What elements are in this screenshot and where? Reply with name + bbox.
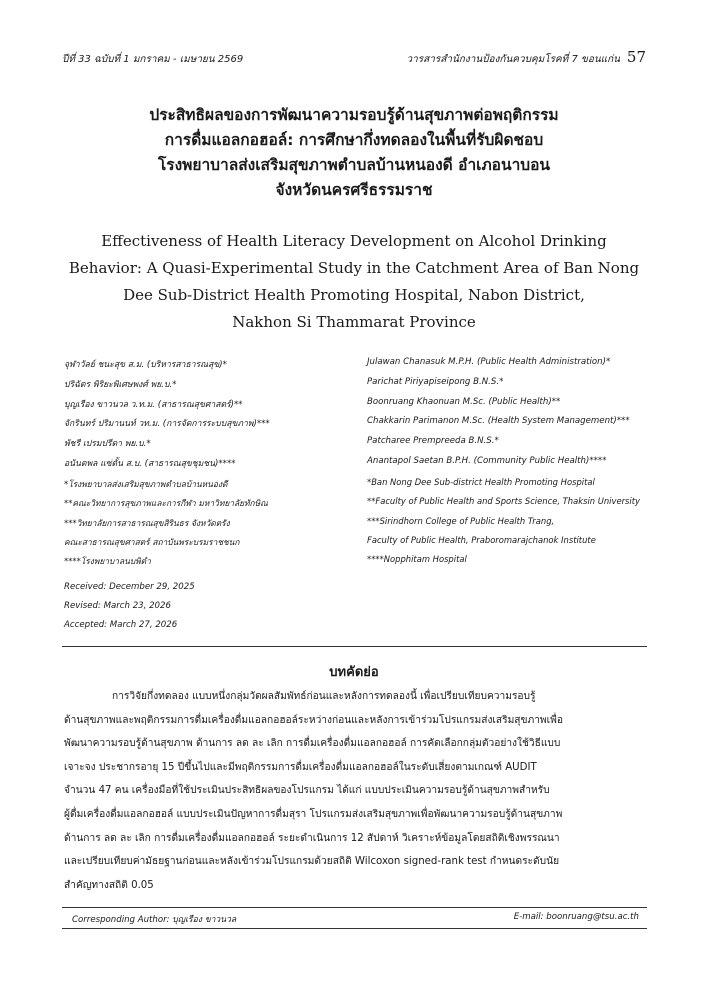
abstract-line: ด้านสุขภาพและพฤติกรรมการดื่มเครื่องดื่มแอลกอฮอล์ระหว่างก่อนและหลังการเข้าร่วมโปรแกรมส่งเสริมสุขภาพเพื่อ [64, 714, 563, 726]
submission-dates [64, 582, 195, 639]
title-thai-line: จังหวัดนครศรีธรรมราช [275, 181, 433, 199]
title-thai-line: ประสิทธิผลของการพัฒนาความรอบรู้ด้านสุขภาพต่อพฤติกรรม [149, 106, 559, 124]
author-thai: อนันตพล แซ่ตั้น ส.บ. (สาธารณสุขชุมชน)**** [64, 458, 236, 469]
accepted-date: Accepted: March 27, 2026 [64, 620, 178, 630]
author-row [64, 456, 664, 476]
title-thai-line: การดื่มแอลกอฮอล์: การศึกษากึ่งทดลองในพื้นที่รับผิดชอบ [164, 131, 544, 149]
affiliation-row [64, 496, 664, 515]
abstract-line: ผู้ดื่มเครื่องดื่มแอลกอฮอล์ แบบประเมินปัญหาการดื่มสุรา โปรแกรมส่งเสริมสุขภาพเพื่อพัฒนาความรอบรู้ด้านสุขภาพ [64, 808, 563, 820]
affiliation-english: *Ban Nong Dee Sub-district Health Promoting Hospital [367, 477, 595, 487]
affiliation-row [64, 477, 664, 496]
author-english: Parichat Piriyapiseipong B.N.S.* [367, 376, 504, 387]
abstract-heading: บทคัดย่อ [329, 665, 379, 680]
author-thai: ปริฉัตร พิริยะพิเศษพงศ์ พย.บ.* [64, 379, 177, 390]
author-english: Boonruang Khaonuan M.Sc. (Public Health)** [367, 396, 561, 407]
affiliation-english: **Faculty of Public Health and Sports Science, Thaksin University [367, 496, 640, 507]
abstract-line: จำนวน 47 คน เครื่องมือที่ใช้ประเมินประสิทธิผลของโปรแกรม ได้แก่ แบบประเมินความรอบรู้ด้านสุขภาพสำหรับ [64, 785, 550, 797]
affiliation-english: Faculty of Public Health, Praboromarajchanok Institute [367, 534, 596, 545]
abstract-line: และเปรียบเทียบค่ามัธยฐานก่อนและหลังเข้าร่วมโปรแกรมด้วยสถิติ Wilcoxon signed-rank test กำหนดระดับนัย [64, 856, 560, 868]
affiliation-english: ****Nopphitam Hospital [367, 554, 467, 565]
author-thai: พัชรี เปรมปรีดา พย.บ.* [64, 439, 151, 450]
affiliation-row [64, 516, 664, 535]
affiliation-row [64, 554, 664, 573]
author-english: Chakkarin Parimanon M.Sc. (Health System Management)*** [367, 416, 630, 427]
title-thai-line: โรงพยาบาลส่งเสริมสุขภาพตำบลบ้านหนองดี อำเภอนาบอน [157, 156, 551, 174]
author-row [64, 377, 664, 397]
author-english: Anantapol Saetan B.P.H. (Community Public Health)**** [367, 455, 607, 466]
title-english [50, 228, 658, 336]
abstract-line: ด้านการ ลด ละ เลิก การดื่มเครื่องดื่มแอลกอฮอล์ ระยะดำเนินการ 12 สัปดาห์ วิเคราะห์ข้อมูลโดยสถิติเชิงพรรณนา [64, 832, 560, 844]
affiliation-thai: *โรงพยาบาลส่งเสริมสุขภาพตำบลบ้านหนองดี [64, 479, 228, 489]
abstract-line: การวิจัยกึ่งทดลอง แบบหนึ่งกลุ่มวัดผลสัมพัทธ์ก่อนและหลังการทดลองนี้ เพื่อเปรียบเทียบความรอบรู้ [112, 691, 536, 702]
author-thai: จักรินทร์ ปริมานนท์ วท.ม. (การจัดการระบบสุขภาพ)*** [64, 419, 270, 430]
revised-date: Revised: March 23, 2026 [64, 601, 171, 611]
title-english-line: Effectiveness of Health Literacy Development on Alcohol Drinking [101, 232, 607, 250]
affiliation-thai: คณะสาธารณสุขศาสตร์ สถาบันพระบรมราชชนก [64, 536, 240, 547]
corresponding-author-box [62, 907, 647, 929]
affiliation-thai: **คณะวิทยาการสุขภาพและการกีฬา มหาวิทยาลัยทักษิณ [64, 498, 268, 509]
corresponding-email[interactable]: E-mail: boonruang@tsu.ac.th [513, 912, 639, 922]
corresponding-author: Corresponding Author: บุญเรือง ขาวนวล [72, 915, 237, 925]
abstract-line: พัฒนาความรอบรู้ด้านสุขภาพ ด้านการ ลด ละ เลิก การดื่มเครื่องดื่มแอลกอฮอล์ การคัดเลือกกลุ่มตัวอย่างใช้วิธีแบบ [64, 738, 561, 750]
received-date: Received: December 29, 2025 [64, 582, 195, 592]
title-english-line: Nakhon Si Thammarat Province [232, 313, 476, 331]
title-thai [60, 103, 648, 203]
section-divider [62, 646, 647, 647]
author-row [64, 416, 664, 436]
title-english-line: Behavior: A Quasi-Experimental Study in the Catchment Area of Ban Nong [68, 259, 640, 277]
author-thai: บุญเรือง ขาวนวล ว.ท.ม. (สาธารณสุขศาสตร์)** [64, 399, 243, 410]
journal-name: วารสารสำนักงานป้องกันควบคุมโรคที่ 7 ขอนแก่น [406, 54, 620, 65]
author-list [64, 357, 664, 476]
issue-info: ปีที่ 33 ฉบับที่ 1 มกราคม - เมษายน 2569 [62, 54, 244, 65]
author-english: Julawan Chanasuk M.P.H. (Public Health Administration)* [367, 357, 611, 367]
author-row [64, 357, 664, 377]
author-row [64, 436, 664, 456]
affiliation-thai: ****โรงพยาบาลนบพิตำ [64, 556, 151, 567]
abstract-line: สำคัญทางสถิติ 0.05 [64, 879, 154, 891]
author-thai: จุฬาวัลย์ ชนะสุข ส.ม. (บริหารสาธารณสุข)* [64, 360, 227, 370]
affiliation-english: ***Sirindhorn College of Public Health Trang, [367, 515, 555, 526]
author-row [64, 397, 664, 417]
affiliation-thai: ***วิทยาลัยการสาธารณสุขสิรินธร จังหวัดตรัง [64, 517, 230, 528]
abstract-line: เจาะจง ประชากรอายุ 15 ปีขึ้นไปและมีพฤติกรรมการดื่มเครื่องดื่มแอลกอฮอล์ในระดับเสี่ยงตามเกณฑ์ AUDIT [64, 761, 537, 773]
page-number: 57 [626, 48, 646, 66]
title-english-line: Dee Sub-District Health Promoting Hospital, Nabon District, [123, 286, 585, 304]
author-english: Patcharee Prempreeda B.N.S.* [367, 436, 499, 447]
running-header [62, 48, 646, 68]
affiliation-list [64, 477, 664, 573]
abstract-body [64, 685, 644, 897]
affiliation-row [64, 535, 664, 554]
